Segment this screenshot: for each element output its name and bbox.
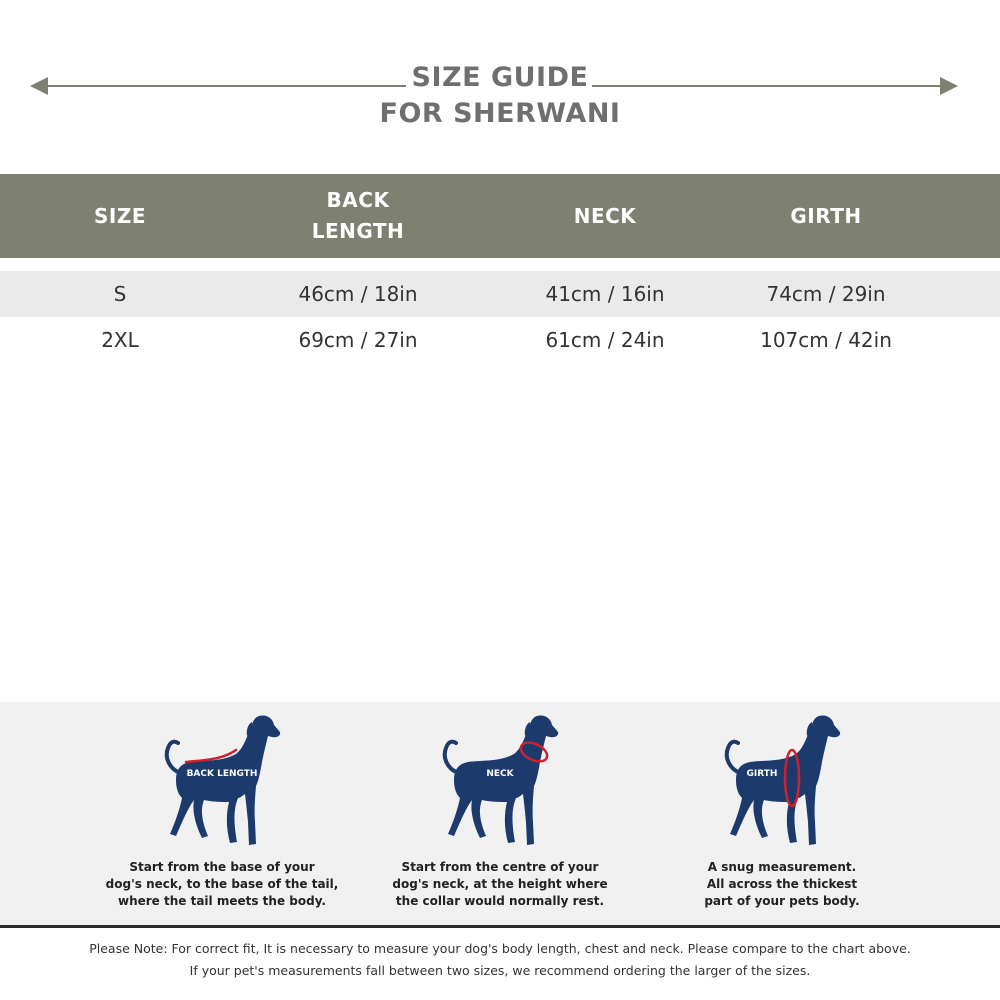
- dog-label: BACK LENGTH: [186, 769, 258, 779]
- dog-label: GIRTH: [746, 769, 778, 779]
- table-row: [0, 317, 1000, 363]
- dog-label: NECK: [486, 769, 514, 779]
- girth-guide: [652, 702, 912, 925]
- title-block: [0, 58, 1000, 138]
- header-girth: GIRTH: [790, 203, 862, 228]
- dog-neck-icon: [430, 710, 570, 850]
- footer-line-2: If your pet's measurements fall between two sizes, we recommend ordering the larger of the sizes.: [189, 963, 811, 978]
- back-length-guide: [92, 702, 352, 925]
- neck-guide: [370, 702, 630, 925]
- footer-line-1: Please Note: For correct fit, It is necessary to measure your dog's body length, chest and neck. Please compare to the chart above.: [89, 941, 911, 956]
- table-row: [0, 271, 1000, 317]
- dog-back-length-icon: [152, 710, 292, 850]
- header-neck: NECK: [573, 203, 637, 228]
- guide-caption: A snug measurement. All across the thickest part of your pets body.: [704, 860, 860, 908]
- cell-neck: 41cm / 16in: [545, 281, 665, 306]
- page-title: SIZE GUIDE: [411, 62, 589, 93]
- cell-size: S: [113, 281, 127, 306]
- guide-caption: Start from the centre of your dog's neck, at the height where the collar would normally rest.: [392, 860, 608, 908]
- footer-divider: [0, 925, 1000, 928]
- dog-girth-icon: [712, 710, 852, 850]
- measurement-guide: [0, 702, 1000, 925]
- guide-caption: Start from the base of your dog's neck, to the base of the tail, where the tail meets the body.: [105, 860, 339, 908]
- cell-back-length: 46cm / 18in: [298, 281, 418, 306]
- cell-girth: 107cm / 42in: [760, 327, 892, 352]
- header-size: SIZE: [93, 203, 146, 228]
- header-back-length: BACK LENGTH: [311, 188, 405, 243]
- cell-size: 2XL: [101, 327, 139, 352]
- footer-note: [0, 938, 1000, 982]
- page-subtitle: FOR SHERWANI: [379, 98, 621, 129]
- cell-girth: 74cm / 29in: [766, 281, 886, 306]
- cell-back-length: 69cm / 27in: [298, 327, 418, 352]
- cell-neck: 61cm / 24in: [545, 327, 665, 352]
- size-table-header: [0, 174, 1000, 258]
